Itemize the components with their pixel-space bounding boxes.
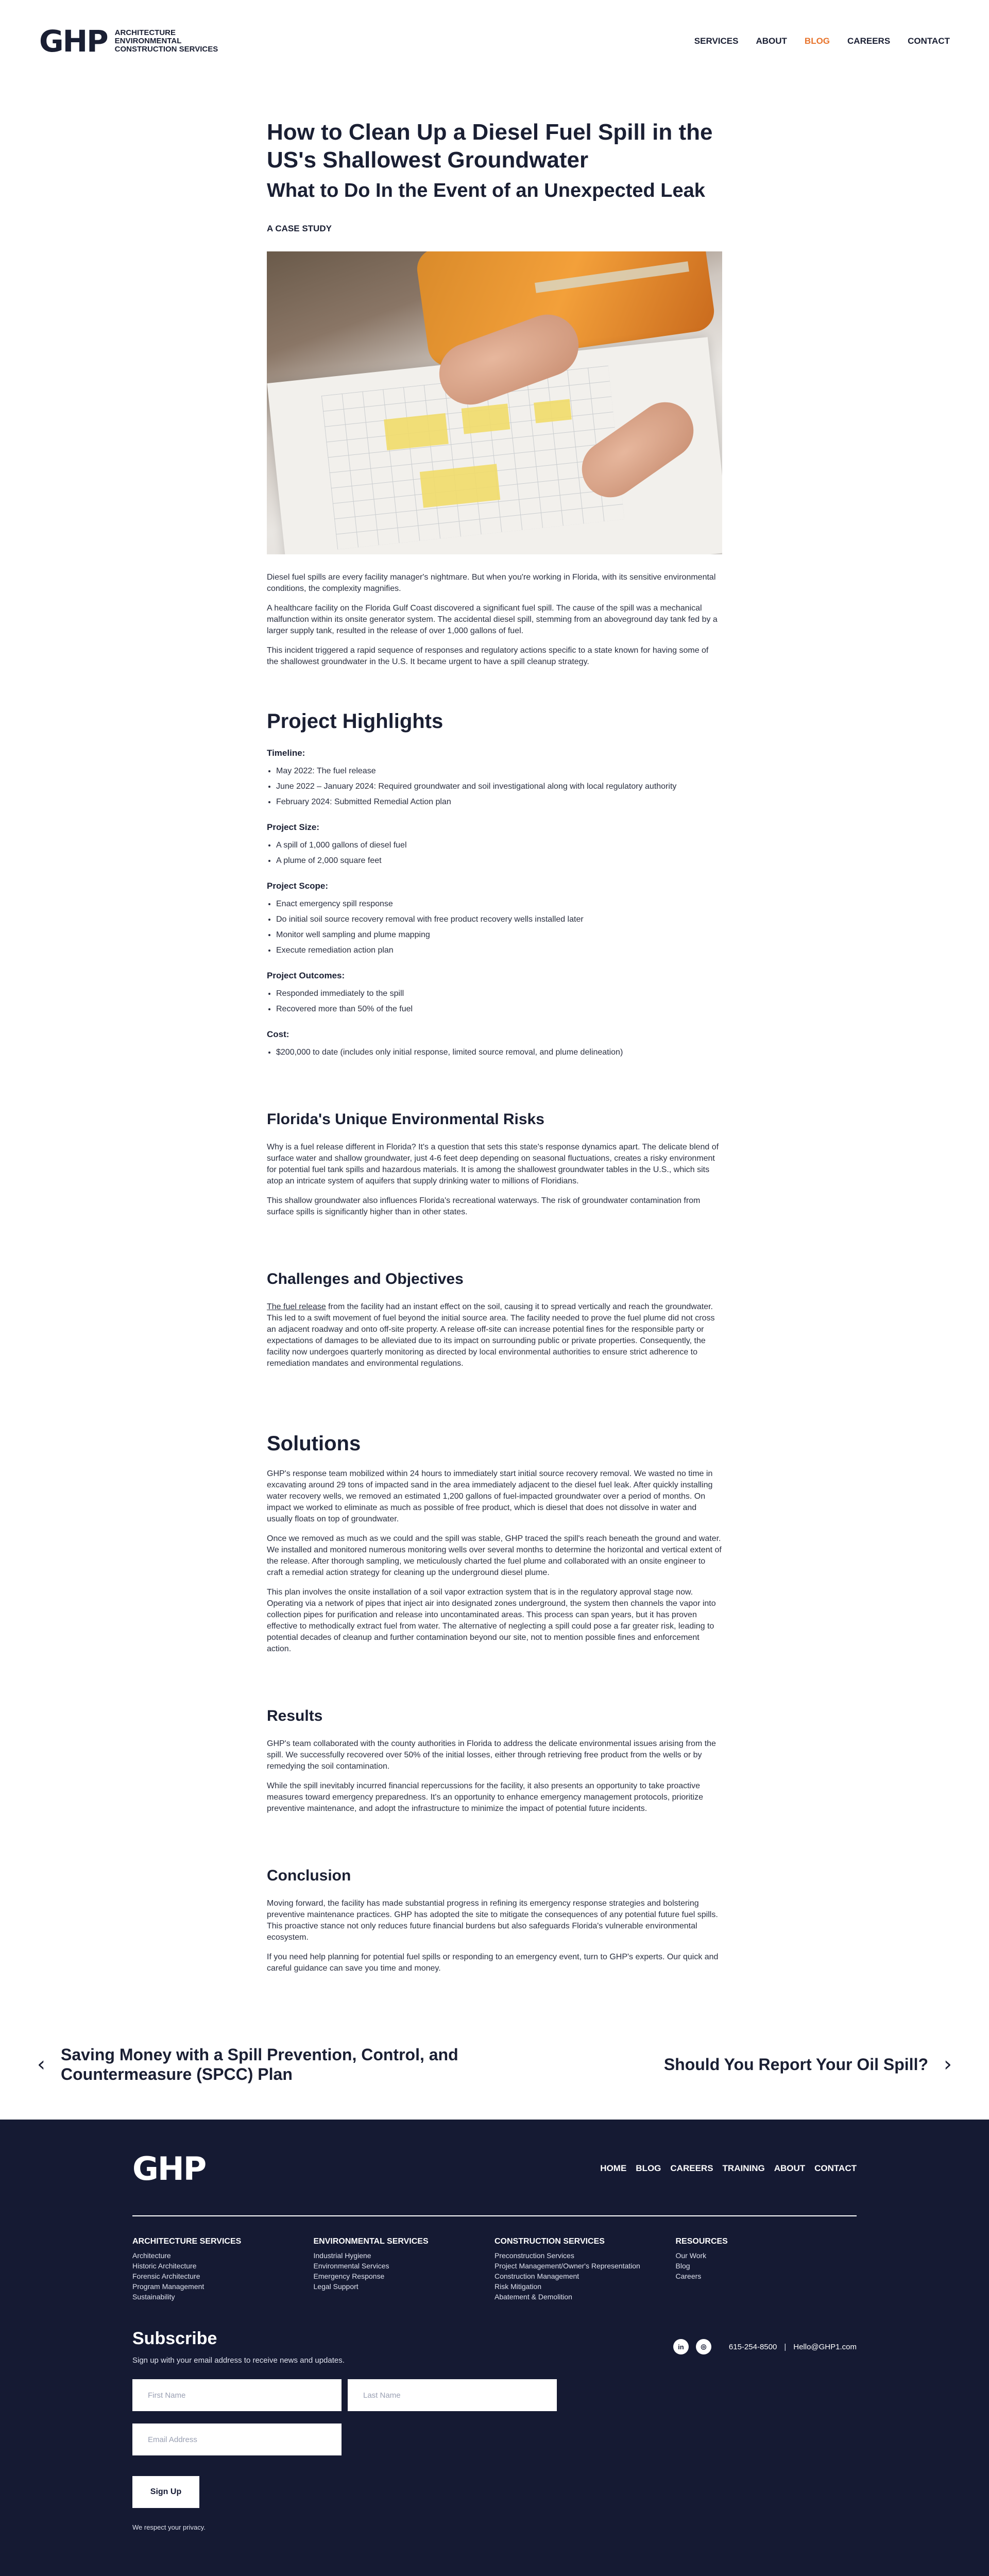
footer-link[interactable]: Architecture	[132, 2251, 171, 2260]
project-highlights	[267, 709, 722, 1058]
risks-paragraph: This shallow groundwater also influences Florida's recreational waterways. The risk of groundwater contamination from surface spills is significantly higher than in other states.	[267, 1196, 701, 1216]
list-item: • Recovered more than 50% of the fuel	[276, 1004, 722, 1015]
footer-column-title: RESOURCES	[675, 2237, 728, 2246]
challenges-heading: Challenges and Objectives	[267, 1270, 464, 1287]
logo-line: ARCHITECTURE	[114, 28, 176, 37]
list-item: • Enact emergency spill response	[276, 899, 722, 910]
footer-link[interactable]: Risk Mitigation	[494, 2282, 542, 2291]
solutions-paragraph: This plan involves the onsite installation of a soil vapor extraction system that is in the regulatory approval stage now. Operating via a network of pipes that inject air into designated zones underground, the system then channels the vapor into collection pipes for purification and release into uncontaminated areas. This process can span years, but it has proven effective to methodically extract fuel from water. The alternative of neglecting a spill could pose a far greater risk, leading to potential decades of cleanup and further contamination beyond our site, not to mention possible fines and enforcement action.	[267, 1588, 716, 1653]
footer-link[interactable]: Sustainability	[132, 2293, 175, 2301]
article	[267, 118, 722, 1974]
size-label: Project Size:	[267, 822, 320, 832]
footer-nav-blog[interactable]: BLOG	[636, 2163, 661, 2173]
fuel-release-link[interactable]: The fuel release	[267, 1302, 326, 1311]
list-item: • Execute remediation action plan	[276, 945, 722, 956]
privacy-note: We respect your privacy.	[132, 2523, 206, 2531]
size-list	[267, 840, 722, 867]
intro	[267, 572, 722, 668]
footer-link[interactable]: Our Work	[675, 2251, 707, 2260]
conclusion-paragraph: If you need help planning for potential fuel spills or responding to an emergency event, turn to GHP's experts. Our quick and careful guidance can save you time and money.	[267, 1953, 719, 1973]
footer-link[interactable]: Project Management/Owner's Representation	[494, 2262, 640, 2270]
footer-column-environmental	[314, 2237, 495, 2302]
article-title: How to Clean Up a Diesel Fuel Spill in the US's Shallowest Groundwater	[267, 120, 713, 173]
footer-nav-home[interactable]: HOME	[600, 2163, 627, 2173]
chevron-left-icon: ‹	[37, 2053, 45, 2076]
solutions-paragraph: GHP's response team mobilized within 24 hours to immediately start initial source recovery removal. We wasted no time in excavating around 29 tons of impacted sand in the area immediately adjacent to the diesel fuel leak. After quickly installing water recovery wells, we removed an estimated 1,200 gallons of fuel-impacted groundwater over a period of months. On impact we worked to eliminate as much as possible of free product, which is diesel that does not dissolve in water and usually floats on top of groundwater.	[267, 1469, 713, 1523]
footer-top	[132, 2150, 857, 2187]
prev-post-link[interactable]	[37, 2045, 501, 2084]
footer-column-resources	[676, 2237, 857, 2302]
challenges-text: from the facility had an instant effect on the soil, causing it to spread vertically and reach the groundwater. This led to a swift movement of fuel beyond the initial source area. The facility needed to prove the fuel plume did not cross an adjacent roadway and onto off-site property. A release off-site can increase potential fines for the responsible party or expectations of damages to be alleviated due to its impact on surrounding public or private properties. Consequently, the facility now undergoes quarterly monitoring as directed by local environmental authorities to ensure strict adherence to remediation mandates and environmental regulations.	[267, 1302, 715, 1368]
solutions	[267, 1431, 722, 1655]
outcomes-label: Project Outcomes:	[267, 971, 345, 980]
instagram-icon[interactable]: ◎	[696, 2339, 711, 2354]
results	[267, 1706, 722, 1815]
footer-logo[interactable]: GHP	[132, 2149, 206, 2188]
subscribe-title: Subscribe	[132, 2329, 217, 2348]
footer-link[interactable]: Forensic Architecture	[132, 2272, 200, 2280]
list-item: • Monitor well sampling and plume mapping	[276, 929, 722, 941]
chevron-right-icon: ›	[944, 2053, 952, 2076]
first-name-input[interactable]	[132, 2379, 342, 2411]
cost-list	[267, 1047, 722, 1058]
footer-link[interactable]: Construction Management	[494, 2272, 579, 2280]
risks-paragraph: Why is a fuel release different in Florida? It's a question that sets this state's response dynamics apart. The delicate blend of surface water and shallow groundwater, just 4-6 feet deep depending on seasonal fluctuations, creates a risky environment for potential fuel tank spills and hazardous materials. It is among the shallowest groundwater tables in the U.S., which sits atop an intricate system of aquifers that supply drinking water to millions of Floridians.	[267, 1143, 719, 1185]
footer-column-construction	[494, 2237, 676, 2302]
name-row	[132, 2379, 857, 2411]
footer-link[interactable]: Careers	[675, 2272, 702, 2280]
email-address[interactable]: Hello@GHP1.com	[793, 2342, 857, 2351]
footer-inner	[132, 2150, 857, 2531]
footer-link[interactable]: Preconstruction Services	[494, 2251, 574, 2260]
nav-services[interactable]: SERVICES	[694, 36, 739, 46]
footer-link[interactable]: Blog	[675, 2262, 690, 2270]
email-input[interactable]	[132, 2424, 342, 2455]
intro-paragraph: Diesel fuel spills are every facility manager's nightmare. But when you're working in Florida, with its sensitive environmental conditions, the complexity magnifies.	[267, 573, 716, 593]
prev-post-title: Saving Money with a Spill Prevention, Control, and Countermeasure (SPCC) Plan	[61, 2045, 458, 2083]
next-post-title: Should You Report Your Oil Spill?	[663, 2055, 928, 2074]
footer-link[interactable]: Program Management	[132, 2282, 204, 2291]
results-paragraph: While the spill inevitably incurred financial repercussions for the facility, it also presents an opportunity to take proactive measures toward emergency preparedness. It's an opportunity to enhance emergency management protocols, prioritize preventive maintenance, and adopt the infrastructure to minimize the impact of potential future incidents.	[267, 1782, 704, 1813]
footer-link[interactable]: Industrial Hygiene	[313, 2251, 371, 2260]
linkedin-icon[interactable]: in	[673, 2339, 689, 2354]
logo-line: CONSTRUCTION SERVICES	[114, 45, 218, 54]
logo-mark: GHP	[39, 24, 108, 59]
footer-link[interactable]: Environmental Services	[313, 2262, 389, 2270]
timeline-label: Timeline:	[267, 748, 305, 758]
solutions-heading: Solutions	[267, 1432, 361, 1455]
footer-column-title: ENVIRONMENTAL SERVICES	[313, 2237, 429, 2246]
footer-link[interactable]: Historic Architecture	[132, 2262, 197, 2270]
logo[interactable]	[39, 24, 218, 59]
site-footer	[0, 2120, 989, 2576]
nav-careers[interactable]: CAREERS	[847, 36, 891, 46]
footer-nav-training[interactable]: TRAINING	[722, 2163, 765, 2173]
footer-divider	[132, 2215, 857, 2216]
phone-number[interactable]: 615-254-8500	[728, 2342, 777, 2351]
next-post-link[interactable]	[664, 2053, 952, 2076]
main-nav	[694, 36, 950, 46]
highlights-heading: Project Highlights	[267, 710, 444, 733]
hero-blueprint-block	[534, 399, 572, 423]
list-item: • $200,000 to date (includes only initial response, limited source removal, and plume delineation)	[276, 1047, 722, 1058]
footer-nav	[600, 2163, 857, 2174]
list-item: • May 2022: The fuel release	[276, 766, 722, 777]
contact-separator: |	[784, 2342, 787, 2351]
logo-text	[115, 29, 218, 54]
contact-info	[673, 2329, 857, 2365]
challenges-objectives	[267, 1269, 722, 1369]
sign-up-button[interactable]: Sign Up	[132, 2476, 199, 2508]
scope-list	[267, 899, 722, 956]
conclusion-paragraph: Moving forward, the facility has made substantial progress in refining its emergency response strategies and bolstering preventive maintenance practices. GHP has adopted the site to mitigate the consequences of any potential future fuel spills. This proactive stance not only reduces future financial burdens but also safeguards Florida's vulnerable environmental ecosystem.	[267, 1899, 718, 1942]
last-name-input[interactable]	[348, 2379, 557, 2411]
hero-blueprint-block	[462, 403, 510, 434]
intro-paragraph: A healthcare facility on the Florida Gulf Coast discovered a significant fuel spill. The cause of the spill was a mechanical malfunction within its onsite generator system. The accidental diesel spill, stemming from an aboveground day tank fed by a larger supply tank, resulted in the release of over 1,000 gallons of fuel.	[267, 604, 718, 635]
nav-blog[interactable]: BLOG	[804, 36, 830, 46]
article-subtitle: What to Do In the Event of an Unexpected Leak	[267, 180, 705, 201]
subscribe-row	[132, 2329, 857, 2365]
cost-label: Cost:	[267, 1029, 289, 1039]
list-item: • A spill of 1,000 gallons of diesel fuel	[276, 840, 722, 851]
footer-nav-contact[interactable]: CONTACT	[814, 2163, 857, 2173]
solutions-paragraph: Once we removed as much as we could and the spill was stable, GHP traced the spill's reach beneath the ground and water. We installed and monitored numerous monitoring wells over several months to determine the horizontal and vertical extent of the release. After thorough sampling, we meticulously charted the fuel plume and collaborated with an onsite engineer to craft a remedial action strategy for cleaning up the underground diesel plume.	[267, 1534, 722, 1577]
hero-blueprint-block	[384, 413, 449, 450]
footer-column-title: ARCHITECTURE SERVICES	[132, 2237, 242, 2246]
nav-about[interactable]: ABOUT	[756, 36, 787, 46]
article-kicker: A CASE STUDY	[267, 224, 332, 233]
footer-link[interactable]: Emergency Response	[313, 2272, 385, 2280]
footer-column-title: CONSTRUCTION SERVICES	[494, 2237, 605, 2246]
list-item: • A plume of 2,000 square feet	[276, 855, 722, 867]
site-header	[0, 0, 989, 82]
intro-paragraph: This incident triggered a rapid sequence of responses and regulatory actions specific to a state known for having some of the shallowest groundwater in the U.S. It became urgent to have a spill cleanup strategy.	[267, 646, 709, 666]
outcomes-list	[267, 988, 722, 1015]
list-item: • Do initial soil source recovery removal with free product recovery wells installed later	[276, 914, 722, 925]
subscribe-block	[132, 2329, 345, 2365]
list-item: • Responded immediately to the spill	[276, 988, 722, 999]
nav-contact[interactable]: CONTACT	[908, 36, 950, 46]
subscribe-form	[132, 2379, 857, 2531]
hero-image	[267, 251, 722, 554]
challenges-paragraph	[267, 1301, 722, 1369]
timeline-list	[267, 766, 722, 808]
footer-nav-careers[interactable]: CAREERS	[670, 2163, 713, 2173]
conclusion	[267, 1866, 722, 1974]
results-paragraph: GHP's team collaborated with the county authorities in Florida to address the delicate environmental issues arising from the spill. We successfully recovered over 50% of the initial losses, either through retrieving free product from the wells or by remedying the soil contamination.	[267, 1739, 716, 1771]
list-item: • June 2022 – January 2024: Required groundwater and soil investigational along with local regulatory authority	[276, 781, 722, 792]
results-heading: Results	[267, 1707, 323, 1724]
conclusion-heading: Conclusion	[267, 1867, 351, 1884]
risks-heading: Florida's Unique Environmental Risks	[267, 1111, 544, 1128]
footer-column-architecture	[132, 2237, 314, 2302]
environmental-risks	[267, 1110, 722, 1218]
scope-label: Project Scope:	[267, 881, 329, 891]
email-row	[132, 2424, 857, 2455]
list-item: • February 2024: Submitted Remedial Action plan	[276, 796, 722, 808]
footer-link[interactable]: Legal Support	[313, 2282, 359, 2291]
subscribe-description: Sign up with your email address to receive news and updates.	[132, 2356, 345, 2365]
footer-columns	[132, 2237, 857, 2302]
post-pager	[37, 2036, 952, 2093]
logo-line: ENVIRONMENTAL	[114, 37, 182, 45]
footer-nav-about[interactable]: ABOUT	[774, 2163, 806, 2173]
footer-link[interactable]: Abatement & Demolition	[494, 2293, 572, 2301]
